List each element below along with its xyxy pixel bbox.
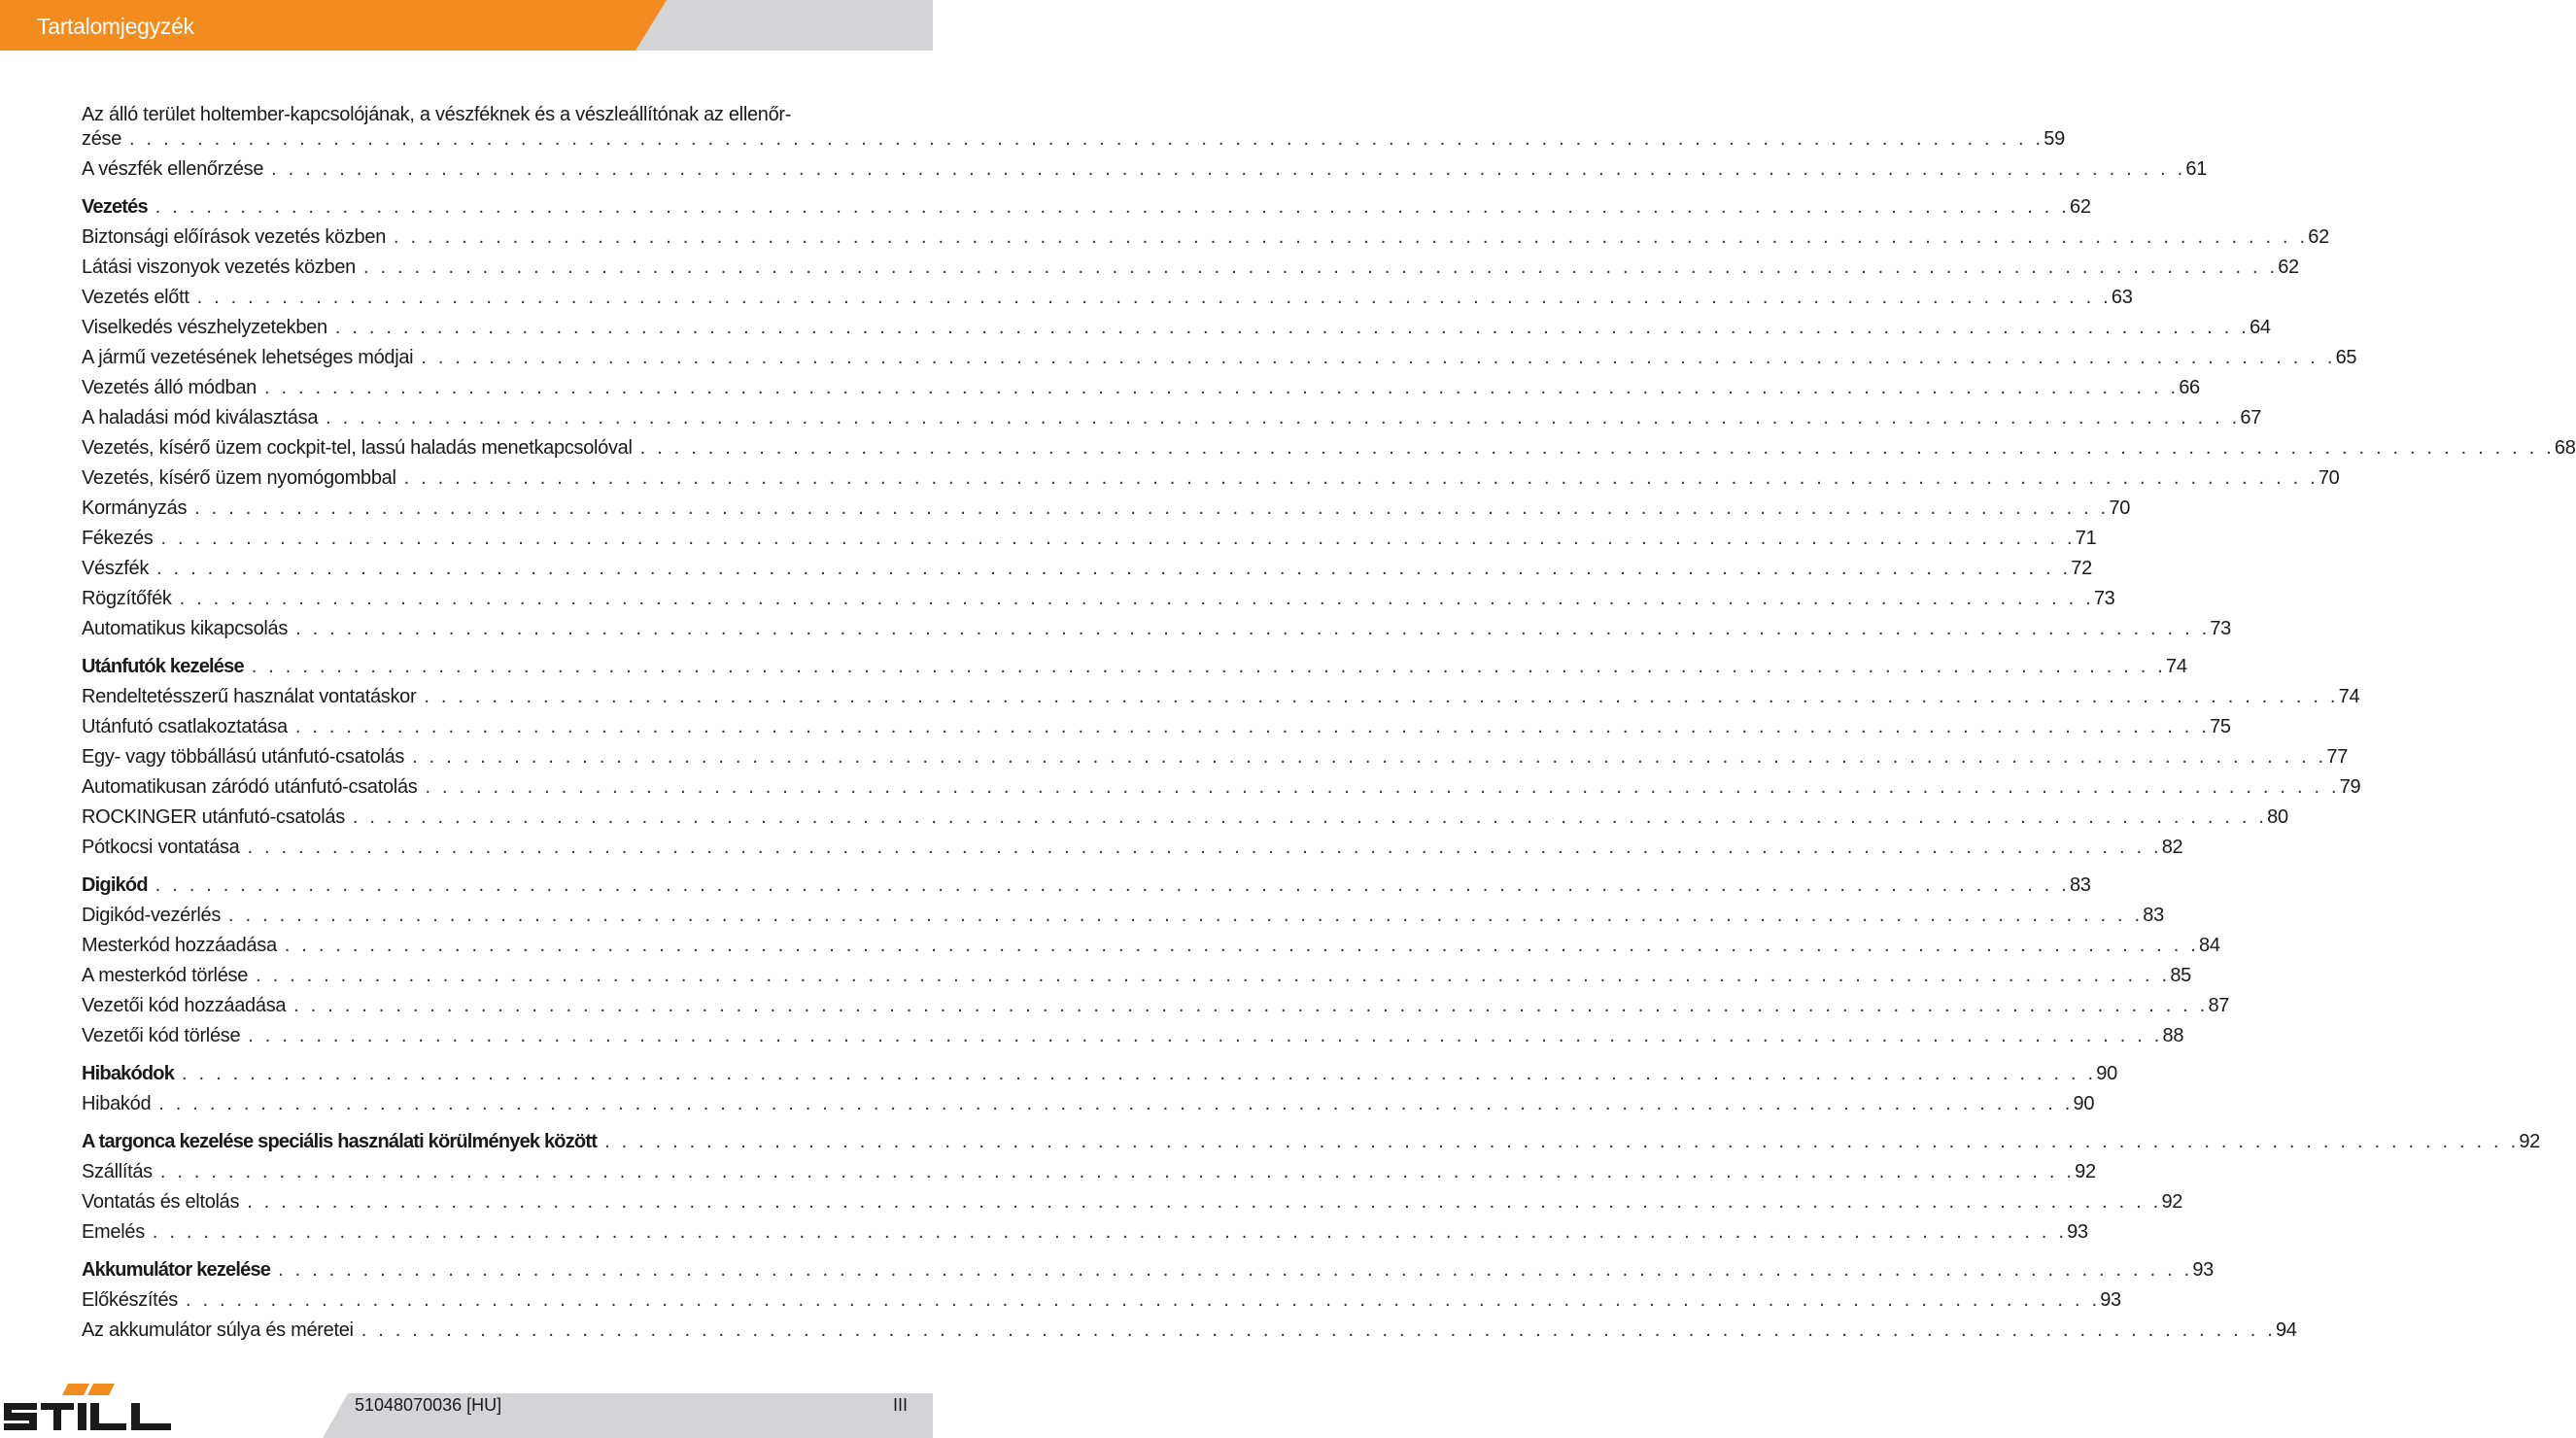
- toc-section-entry[interactable]: [82, 1131, 2540, 1161]
- toc-entry-title: Digikód: [82, 874, 148, 896]
- toc-entry-title: Az akkumulátor súlya és méretei: [82, 1319, 354, 1341]
- dot-leader: . . . . . . . . . . . . . . . . . . . . . . . . . . . . . . . . . . . . . . . . . . . . . . . . . . . . . . . . . . . . . . . . . . . . . . . . . . . . . . . . . . . . . . . . . . . . . . . . . . . . . . . . . . . . . . . . .: [639, 437, 2555, 459]
- dot-leader: . . . . . . . . . . . . . . . . . . . . . . . . . . . . . . . . . . . . . . . . . . . . . . . . . . . . . . . . . . . . . . . . . . . . . . . . . . . . . . . . . . . . . . . . . . . . . . . . . . . . . . . . . . . . . . . . .: [334, 317, 2250, 338]
- toc-entry[interactable]: [82, 158, 2208, 188]
- dot-leader: . . . . . . . . . . . . . . . . . . . . . . . . . . . . . . . . . . . . . . . . . . . . . . . . . . . . . . . . . . . . . . . . . . . . . . . . . . . . . . . . . . . . . . . . . . . . . . . . . . . . . . . . . . . . . . . . .: [196, 287, 2112, 308]
- toc-entry[interactable]: [82, 226, 2329, 257]
- toc-entry-page: 83: [2069, 874, 2091, 896]
- toc-entry-title: A mesterkód törlése: [82, 965, 249, 986]
- toc-section-entry[interactable]: [82, 874, 2091, 905]
- toc-entry-title: Utánfutó csatlakoztatása: [82, 716, 288, 737]
- dot-leader: . . . . . . . . . . . . . . . . . . . . . . . . . . . . . . . . . . . . . . . . . . . . . . . . . . . . . . . . . . . . . . . . . . . . . . . . . . . . . . . . . . . . . . . . . . . . . . . . . . . . . . . . . . . . . . . . .: [284, 935, 2200, 956]
- toc-entry-title: Vezetés: [82, 196, 148, 218]
- toc-entry-page: 93: [2192, 1259, 2215, 1281]
- toc-entry-page: 84: [2199, 935, 2220, 956]
- toc-entry[interactable]: [82, 317, 2271, 347]
- toc-entry-title: A targonca kezelése speciális használati körülmények között: [82, 1131, 598, 1152]
- toc-entry-page: 67: [2240, 407, 2262, 428]
- toc-entry[interactable]: [82, 905, 2164, 935]
- toc-entry-title: zése: [82, 128, 122, 150]
- toc-section-entry[interactable]: [82, 196, 2091, 226]
- toc-section-entry[interactable]: [82, 1259, 2215, 1289]
- dot-leader: . . . . . . . . . . . . . . . . . . . . . . . . . . . . . . . . . . . . . . . . . . . . . . . . . . . . . . . . . . . . . . . . . . . . . . . . . . . . . . . . . . . . . . . . . . . . . . . . . . . . . . . . . . . . . . . . .: [278, 1259, 2193, 1281]
- toc-entry[interactable]: [82, 347, 2357, 377]
- toc-entry-title: Akkumulátor kezelése: [82, 1259, 271, 1281]
- toc-entry-page: 70: [2318, 467, 2340, 489]
- toc-entry-page: 90: [2073, 1093, 2095, 1114]
- dot-leader: . . . . . . . . . . . . . . . . . . . . . . . . . . . . . . . . . . . . . . . . . . . . . . . . . . . . . . . . . . . . . . . . . . . . . . . . . . . . . . . . . . . . . . . . . . . . . . . . . . . . . . . . . . . . . . . . .: [156, 558, 2072, 579]
- toc-entry[interactable]: [82, 497, 2131, 528]
- dot-leader: . . . . . . . . . . . . . . . . . . . . . . . . . . . . . . . . . . . . . . . . . . . . . . . . . . . . . . . . . . . . . . . . . . . . . . . . . . . . . . . . . . . . . . . . . . . . . . . . . . . . . . . . . . . . . . . . .: [160, 528, 2076, 549]
- toc-entry-title: Egy- vagy többállású utánfutó-csatolás: [82, 746, 405, 768]
- toc-entry[interactable]: [82, 1161, 2096, 1191]
- toc-entry[interactable]: [82, 746, 2349, 776]
- dot-leader: . . . . . . . . . . . . . . . . . . . . . . . . . . . . . . . . . . . . . . . . . . . . . . . . . . . . . . . . . . . . . . . . . . . . . . . . . . . . . . . . . . . . . . . . . . . . . . . . . . . . . . . . . . . . . . . . .: [425, 776, 2340, 798]
- dot-leader: . . . . . . . . . . . . . . . . . . . . . . . . . . . . . . . . . . . . . . . . . . . . . . . . . . . . . . . . . . . . . . . . . . . . . . . . . . . . . . . . . . . . . . . . . . . . . . . . . . . . . . . . . . . . . . . . .: [247, 1191, 2162, 1213]
- toc-entry-page: 59: [2044, 128, 2065, 150]
- toc-entry-page: 62: [2308, 226, 2329, 248]
- toc-entry-page: 92: [2075, 1161, 2096, 1182]
- dot-leader: . . . . . . . . . . . . . . . . . . . . . . . . . . . . . . . . . . . . . . . . . . . . . . . . . . . . . . . . . . . . . . . . . . . . . . . . . . . . . . . . . . . . . . . . . . . . . . . . . . . . . . . . . . . . . . . . .: [185, 1289, 2101, 1311]
- toc-entry-title: Vezetői kód törlése: [82, 1025, 241, 1046]
- toc-entry-page: 93: [2100, 1289, 2121, 1311]
- dot-leader: . . . . . . . . . . . . . . . . . . . . . . . . . . . . . . . . . . . . . . . . . . . . . . . . . . . . . . . . . . . . . . . . . . . . . . . . . . . . . . . . . . . . . . . . . . . . . . . . . . . . . . . . . . . . . . . . .: [352, 806, 2268, 828]
- toc-entry-title: Rendeltetésszerű használat vontatáskor: [82, 686, 417, 707]
- toc-entry[interactable]: [82, 287, 2133, 317]
- toc-entry-title: Utánfutók kezelése: [82, 656, 244, 677]
- toc-entry-page: 80: [2267, 806, 2288, 828]
- toc-entry-page: 83: [2143, 905, 2164, 926]
- toc-entry-page: 92: [2161, 1191, 2183, 1213]
- toc-entry[interactable]: [82, 837, 2183, 867]
- toc-entry-title: Vontatás és eltolás: [82, 1191, 240, 1213]
- toc-entry-title: Szállítás: [82, 1161, 153, 1182]
- toc-entry-page: 88: [2162, 1025, 2184, 1046]
- dot-leader: . . . . . . . . . . . . . . . . . . . . . . . . . . . . . . . . . . . . . . . . . . . . . . . . . . . . . . . . . . . . . . . . . . . . . . . . . . . . . . . . . . . . . . . . . . . . . . . . . . . . . . . . . . . . . . . . .: [421, 347, 2336, 368]
- toc-entry[interactable]: [82, 776, 2361, 806]
- toc-entry-page: 63: [2111, 287, 2133, 308]
- toc-entry-title: A haladási mód kiválasztása: [82, 407, 319, 428]
- dot-leader: . . . . . . . . . . . . . . . . . . . . . . . . . . . . . . . . . . . . . . . . . . . . . . . . . . . . . . . . . . . . . . . . . . . . . . . . . . . . . . . . . . . . . . . . . . . . . . . . . . . . . . . . . . . . . . . . .: [159, 1161, 2076, 1182]
- toc-entry-page: 94: [2275, 1319, 2297, 1341]
- toc-entry[interactable]: [82, 995, 2230, 1025]
- toc-entry-page: 74: [2338, 686, 2360, 707]
- toc-entry-title: A jármű vezetésének lehetséges módjai: [82, 347, 414, 368]
- toc-entry-title: Fékezés: [82, 528, 154, 549]
- toc-entry-title: Vezetői kód hozzáadása: [82, 995, 287, 1016]
- toc-entry-page: 79: [2339, 776, 2361, 798]
- toc-entry[interactable]: [82, 101, 2065, 158]
- dot-leader: . . . . . . . . . . . . . . . . . . . . . . . . . . . . . . . . . . . . . . . . . . . . . . . . . . . . . . . . . . . . . . . . . . . . . . . . . . . . . . . . . . . . . . . . . . . . . . . . . . . . . . . . . . . . . . . . .: [194, 497, 2110, 519]
- toc-entry-page: 90: [2096, 1063, 2117, 1084]
- toc-entry[interactable]: [82, 806, 2288, 837]
- toc-entry-page: 65: [2335, 347, 2357, 368]
- toc-entry-page: 77: [2326, 746, 2349, 768]
- toc-entry-title: Hibakód: [82, 1093, 152, 1114]
- toc-entry-title: Biztonsági előírások vezetés közben: [82, 226, 387, 248]
- dot-leader: . . . . . . . . . . . . . . . . . . . . . . . . . . . . . . . . . . . . . . . . . . . . . . . . . . . . . . . . . . . . . . . . . . . . . . . . . . . . . . . . . . . . . . . . . . . . . . . . . . . . . . . . . . . . . . . . .: [182, 1063, 2097, 1084]
- toc-entry-title: Hibakódok: [82, 1063, 175, 1084]
- toc-entry[interactable]: [82, 467, 2340, 497]
- toc-entry-page: 87: [2208, 995, 2230, 1016]
- page-number: III: [892, 1395, 908, 1415]
- toc-entry-title: Pótkocsi vontatása: [82, 837, 240, 858]
- toc-entry-page: 61: [2185, 158, 2208, 180]
- toc-entry-page: 75: [2210, 716, 2231, 737]
- toc-entry[interactable]: [82, 437, 2576, 467]
- toc-entry[interactable]: [82, 588, 2115, 618]
- toc-entry-page: 70: [2109, 497, 2131, 519]
- header-bar: [0, 0, 933, 51]
- dot-leader: . . . . . . . . . . . . . . . . . . . . . . . . . . . . . . . . . . . . . . . . . . . . . . . . . . . . . . . . . . . . . . . . . . . . . . . . . . . . . . . . . . . . . . . . . . . . . . . . . . . . . . . . . . . . . . . . .: [247, 837, 2162, 858]
- document-number: 51048070036 [HU]: [355, 1395, 502, 1415]
- dot-leader: . . . . . . . . . . . . . . . . . . . . . . . . . . . . . . . . . . . . . . . . . . . . . . . . . . . . . . . . . . . . . . . . . . . . . . . . . . . . . . . . . . . . . . . . . . . . . . . . . . . . . . . . . . . . . . . . .: [271, 158, 2186, 180]
- dot-leader: . . . . . . . . . . . . . . . . . . . . . . . . . . . . . . . . . . . . . . . . . . . . . . . . . . . . . . . . . . . . . . . . . . . . . . . . . . . . . . . . . . . . . . . . . . . . . . . . . . . . . . . . . . . . . . . . .: [179, 588, 2094, 609]
- dot-leader: . . . . . . . . . . . . . . . . . . . . . . . . . . . . . . . . . . . . . . . . . . . . . . . . . . . . . . . . . . . . . . . . . . . . . . . . . . . . . . . . . . . . . . . . . . . . . . . . . . . . . . . . . . . . . . . . .: [295, 618, 2211, 639]
- toc-entry-title: Mesterkód hozzáadása: [82, 935, 277, 956]
- toc-entry[interactable]: [82, 528, 2097, 558]
- dot-leader: . . . . . . . . . . . . . . . . . . . . . . . . . . . . . . . . . . . . . . . . . . . . . . . . . . . . . . . . . . . . . . . . . . . . . . . . . . . . . . . . . . . . . . . . . . . . . . . . . . . . . . . . . . . . . . . . .: [412, 746, 2327, 768]
- toc-entry-page: 68: [2554, 437, 2576, 459]
- toc-entry-page: 62: [2278, 257, 2299, 278]
- toc-entry[interactable]: [82, 1093, 2095, 1123]
- toc-entry-title: Viselkedés vészhelyzetekben: [82, 317, 327, 338]
- toc-entry-page: 64: [2250, 317, 2271, 338]
- dot-leader: . . . . . . . . . . . . . . . . . . . . . . . . . . . . . . . . . . . . . . . . . . . . . . . . . . . . . . . . . . . . . . . . . . . . . . . . . . . . . . . . . . . . . . . . . . . . . . . . . . . . . . . . . . . . . . . . .: [248, 1025, 2163, 1046]
- toc-entry-page: 82: [2161, 837, 2183, 858]
- toc-entry-title: Vezetés, kísérő üzem cockpit-tel, lassú haladás menetkapcsolóval: [82, 437, 633, 459]
- toc-entry[interactable]: [82, 558, 2092, 588]
- toc-section-entry[interactable]: [82, 1063, 2117, 1093]
- dot-leader: . . . . . . . . . . . . . . . . . . . . . . . . . . . . . . . . . . . . . . . . . . . . . . . . . . . . . . . . . . . . . . . . . . . . . . . . . . . . . . . . . . . . . . . . . . . . . . . . . . . . . . . . . . . . . . . . .: [129, 128, 2044, 150]
- toc-entry-title: Automatikusan záródó utánfutó-csatolás: [82, 776, 418, 798]
- dot-leader: . . . . . . . . . . . . . . . . . . . . . . . . . . . . . . . . . . . . . . . . . . . . . . . . . . . . . . . . . . . . . . . . . . . . . . . . . . . . . . . . . . . . . . . . . . . . . . . . . . . . . . . . . . . . . . . . .: [326, 407, 2241, 428]
- dot-leader: . . . . . . . . . . . . . . . . . . . . . . . . . . . . . . . . . . . . . . . . . . . . . . . . . . . . . . . . . . . . . . . . . . . . . . . . . . . . . . . . . . . . . . . . . . . . . . . . . . . . . . . . . . . . . . . . .: [294, 716, 2211, 737]
- toc-entry[interactable]: [82, 1319, 2297, 1350]
- page-title: Tartalomjegyzék: [37, 14, 194, 39]
- table-of-contents: [82, 101, 2576, 1350]
- toc-entry-title: Kormányzás: [82, 497, 188, 519]
- toc-entry-page: 73: [2093, 588, 2115, 609]
- dot-leader: . . . . . . . . . . . . . . . . . . . . . . . . . . . . . . . . . . . . . . . . . . . . . . . . . . . . . . . . . . . . . . . . . . . . . . . . . . . . . . . . . . . . . . . . . . . . . . . . . . . . . . . . . . . . . . . . .: [251, 656, 2167, 677]
- toc-entry-title: Emelés: [82, 1221, 145, 1243]
- toc-entry-page: 71: [2075, 528, 2097, 549]
- dot-leader: . . . . . . . . . . . . . . . . . . . . . . . . . . . . . . . . . . . . . . . . . . . . . . . . . . . . . . . . . . . . . . . . . . . . . . . . . . . . . . . . . . . . . . . . . . . . . . . . . . . . . . . . . . . . . . . . .: [152, 1221, 2068, 1243]
- toc-entry[interactable]: [82, 377, 2200, 407]
- toc-entry[interactable]: [82, 935, 2220, 965]
- toc-entry-title: Látási viszonyok vezetés közben: [82, 257, 356, 278]
- toc-entry-page: 73: [2210, 618, 2231, 639]
- toc-section-entry[interactable]: [82, 656, 2187, 686]
- toc-entry-title: A vészfék ellenőrzése: [82, 158, 264, 180]
- toc-entry[interactable]: [82, 965, 2191, 995]
- dot-leader: . . . . . . . . . . . . . . . . . . . . . . . . . . . . . . . . . . . . . . . . . . . . . . . . . . . . . . . . . . . . . . . . . . . . . . . . . . . . . . . . . . . . . . . . . . . . . . . . . . . . . . . . . . . . . . . . .: [424, 686, 2339, 707]
- toc-entry-title-line: Az álló terület holtember-kapcsolójának, a vészféknek és a vészleállítónak az ellenőr-: [82, 104, 792, 125]
- toc-entry-page: 72: [2071, 558, 2092, 579]
- dot-leader: . . . . . . . . . . . . . . . . . . . . . . . . . . . . . . . . . . . . . . . . . . . . . . . . . . . . . . . . . . . . . . . . . . . . . . . . . . . . . . . . . . . . . . . . . . . . . . . . . . . . . . . . . . . . . . . . .: [263, 377, 2180, 398]
- dot-leader: . . . . . . . . . . . . . . . . . . . . . . . . . . . . . . . . . . . . . . . . . . . . . . . . . . . . . . . . . . . . . . . . . . . . . . . . . . . . . . . . . . . . . . . . . . . . . . . . . . . . . . . . . . . . . . . . .: [394, 226, 2309, 248]
- toc-entry[interactable]: [82, 257, 2299, 287]
- toc-entry-title: Digikód-vezérlés: [82, 905, 222, 926]
- toc-entry-title: Automatikus kikapcsolás: [82, 618, 289, 639]
- toc-entry-title: Vezetés előtt: [82, 287, 189, 308]
- toc-entry[interactable]: [82, 407, 2262, 437]
- toc-entry[interactable]: [82, 716, 2231, 746]
- toc-entry[interactable]: [82, 1289, 2121, 1319]
- still-logo: [2, 1384, 173, 1434]
- toc-entry-page: 93: [2067, 1221, 2088, 1243]
- toc-entry-title: Vezetés, kísérő üzem nyomógombbal: [82, 467, 396, 489]
- toc-entry[interactable]: [82, 1191, 2183, 1221]
- toc-entry-page: 85: [2170, 965, 2191, 986]
- toc-entry-page: 66: [2179, 377, 2200, 398]
- toc-entry-title: Vészfék: [82, 558, 150, 579]
- toc-entry[interactable]: [82, 686, 2360, 716]
- dot-leader: . . . . . . . . . . . . . . . . . . . . . . . . . . . . . . . . . . . . . . . . . . . . . . . . . . . . . . . . . . . . . . . . . . . . . . . . . . . . . . . . . . . . . . . . . . . . . . . . . . . . . . . . . . . . . . . . .: [403, 467, 2318, 489]
- toc-entry-title: Vezetés álló módban: [82, 377, 257, 398]
- dot-leader: . . . . . . . . . . . . . . . . . . . . . . . . . . . . . . . . . . . . . . . . . . . . . . . . . . . . . . . . . . . . . . . . . . . . . . . . . . . . . . . . . . . . . . . . . . . . . . . . . . . . . . . . . . . . . . . . .: [155, 874, 2070, 896]
- dot-leader: . . . . . . . . . . . . . . . . . . . . . . . . . . . . . . . . . . . . . . . . . . . . . . . . . . . . . . . . . . . . . . . . . . . . . . . . . . . . . . . . . . . . . . . . . . . . . . . . . . . . . . . . . . . . . . . . .: [604, 1131, 2520, 1152]
- dot-leader: . . . . . . . . . . . . . . . . . . . . . . . . . . . . . . . . . . . . . . . . . . . . . . . . . . . . . . . . . . . . . . . . . . . . . . . . . . . . . . . . . . . . . . . . . . . . . . . . . . . . . . . . . . . . . . . . .: [293, 995, 2209, 1016]
- toc-entry[interactable]: [82, 618, 2231, 648]
- dot-leader: . . . . . . . . . . . . . . . . . . . . . . . . . . . . . . . . . . . . . . . . . . . . . . . . . . . . . . . . . . . . . . . . . . . . . . . . . . . . . . . . . . . . . . . . . . . . . . . . . . . . . . . . . . . . . . . . .: [155, 196, 2071, 218]
- toc-entry-page: 62: [2070, 196, 2091, 218]
- toc-entry-title: ROCKINGER utánfutó-csatolás: [82, 806, 345, 828]
- toc-entry[interactable]: [82, 1221, 2088, 1251]
- dot-leader: . . . . . . . . . . . . . . . . . . . . . . . . . . . . . . . . . . . . . . . . . . . . . . . . . . . . . . . . . . . . . . . . . . . . . . . . . . . . . . . . . . . . . . . . . . . . . . . . . . . . . . . . . . . . . . . . .: [362, 257, 2279, 278]
- toc-entry-title: Rögzítőfék: [82, 588, 172, 609]
- dot-leader: . . . . . . . . . . . . . . . . . . . . . . . . . . . . . . . . . . . . . . . . . . . . . . . . . . . . . . . . . . . . . . . . . . . . . . . . . . . . . . . . . . . . . . . . . . . . . . . . . . . . . . . . . . . . . . . . .: [361, 1319, 2276, 1341]
- dot-leader: . . . . . . . . . . . . . . . . . . . . . . . . . . . . . . . . . . . . . . . . . . . . . . . . . . . . . . . . . . . . . . . . . . . . . . . . . . . . . . . . . . . . . . . . . . . . . . . . . . . . . . . . . . . . . . . . .: [158, 1093, 2074, 1114]
- toc-entry-page: 92: [2519, 1131, 2540, 1152]
- dot-leader: . . . . . . . . . . . . . . . . . . . . . . . . . . . . . . . . . . . . . . . . . . . . . . . . . . . . . . . . . . . . . . . . . . . . . . . . . . . . . . . . . . . . . . . . . . . . . . . . . . . . . . . . . . . . . . . . .: [256, 965, 2171, 986]
- toc-entry[interactable]: [82, 1025, 2184, 1055]
- dot-leader: . . . . . . . . . . . . . . . . . . . . . . . . . . . . . . . . . . . . . . . . . . . . . . . . . . . . . . . . . . . . . . . . . . . . . . . . . . . . . . . . . . . . . . . . . . . . . . . . . . . . . . . . . . . . . . . . .: [228, 905, 2144, 926]
- toc-entry-title: Előkészítés: [82, 1289, 178, 1311]
- toc-entry-page: 74: [2166, 656, 2187, 677]
